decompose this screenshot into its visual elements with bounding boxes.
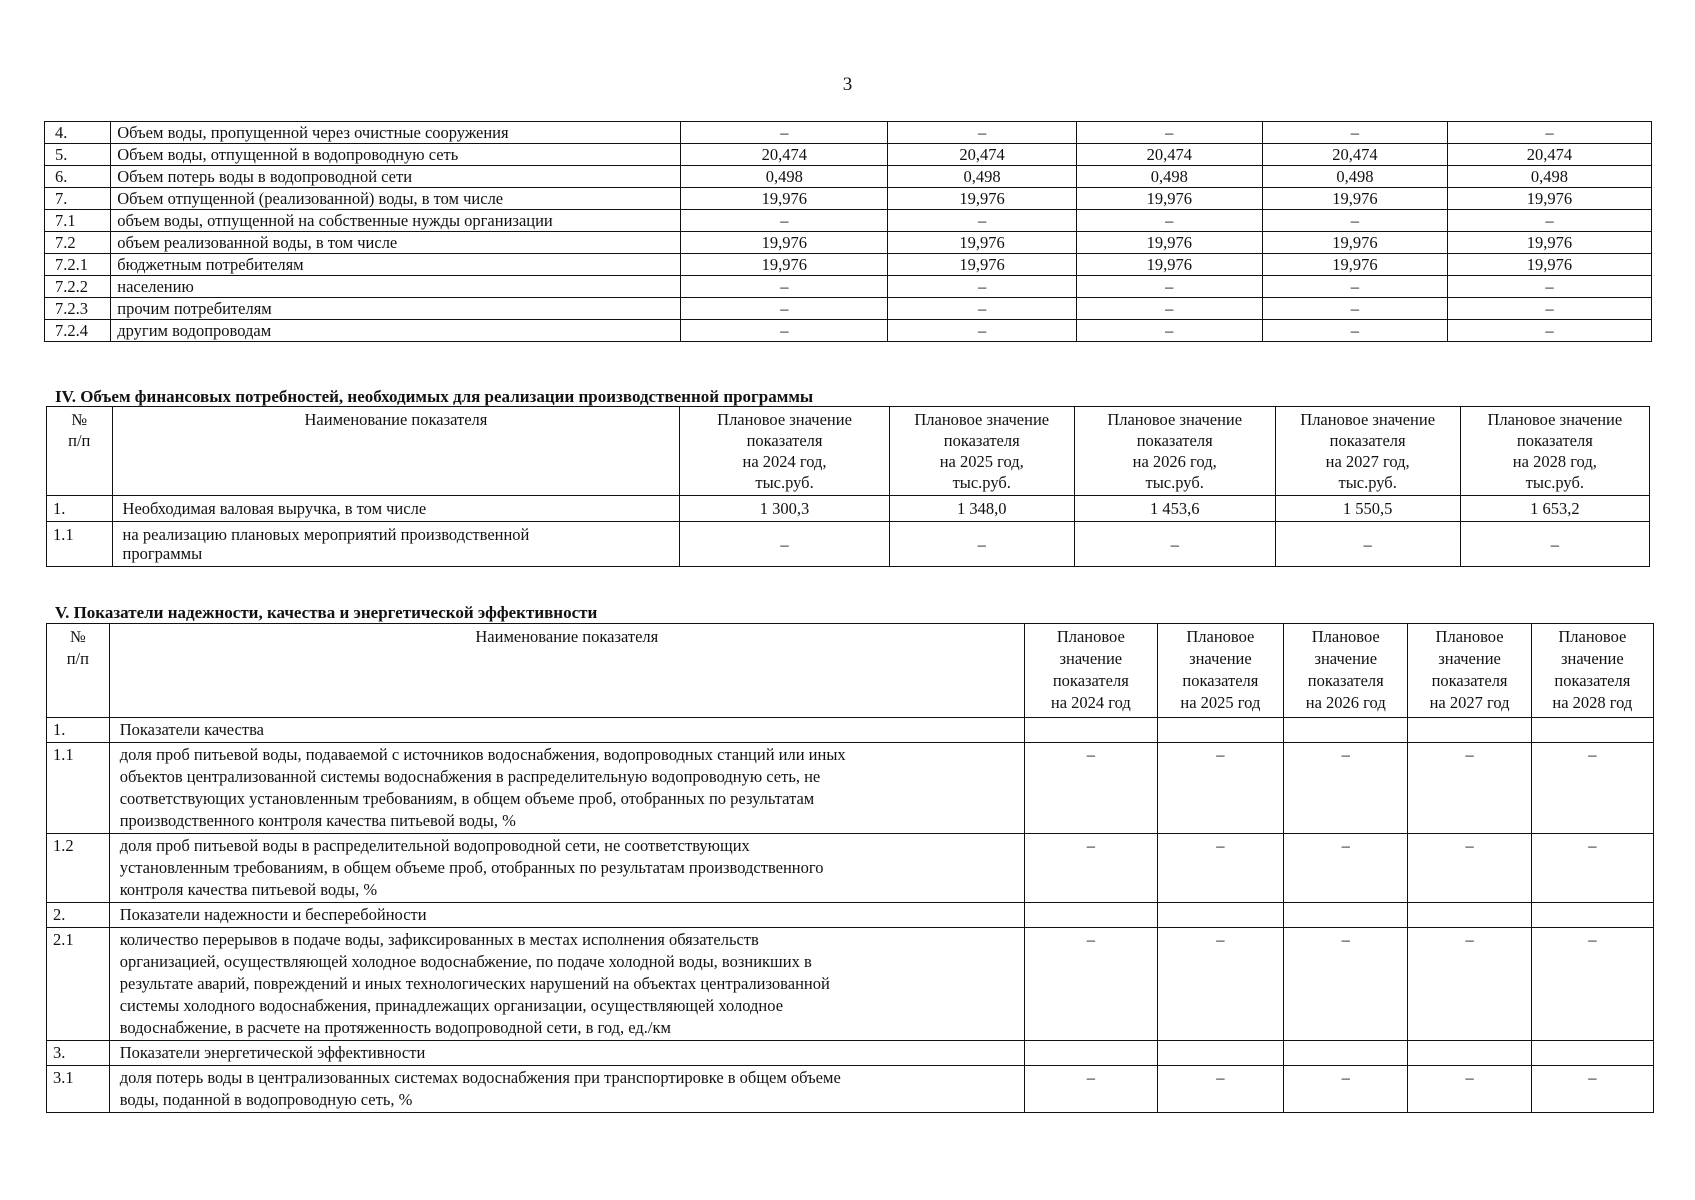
row-name: Объем потерь воды в водопроводной сети: [111, 166, 681, 188]
row-value: –: [1024, 1066, 1157, 1113]
row-name: [109, 1066, 1024, 1113]
row-value: –: [681, 320, 888, 342]
header-num: № п/п: [47, 624, 110, 718]
row-value: 0,498: [888, 166, 1076, 188]
header-name: Наименование показателя: [109, 624, 1024, 718]
row-value: [1284, 718, 1408, 743]
row-value: 19,976: [888, 254, 1076, 276]
row-value: –: [888, 122, 1076, 144]
row-name: [109, 743, 1024, 834]
reliability-indicators-table: [46, 623, 1654, 1113]
row-value: 20,474: [1262, 144, 1447, 166]
header-line: Плановое: [1056, 627, 1125, 646]
table-row: [45, 298, 1652, 320]
row-value: 19,976: [1262, 188, 1447, 210]
header-line: Плановое значение: [717, 410, 852, 429]
table-row: [45, 166, 1652, 188]
row-value: –: [1076, 210, 1262, 232]
row-value: –: [1275, 522, 1460, 567]
row-value: 19,976: [1262, 254, 1447, 276]
row-name-line: контроля качества питьевой воды, %: [119, 880, 378, 899]
table-row: [47, 522, 1650, 567]
row-value: 19,976: [1447, 232, 1651, 254]
table-row: [45, 276, 1652, 298]
row-name-line: объектов централизованной системы водоснабжения в распределительную водопроводную сеть, не: [119, 767, 821, 786]
row-number: 1.1: [47, 522, 113, 567]
row-value: –: [1447, 298, 1651, 320]
row-value: [1024, 718, 1157, 743]
page-number: 3: [842, 74, 853, 95]
row-value: [1157, 1041, 1283, 1066]
row-name-line: системы холодного водоснабжения, принадлежащих организации, осуществляющей холодное: [119, 996, 784, 1015]
row-value: [1531, 1041, 1653, 1066]
row-name: прочим потребителям: [111, 298, 681, 320]
row-value: 19,976: [1447, 254, 1651, 276]
water-volume-table: [44, 121, 1652, 342]
row-value: –: [1531, 834, 1653, 903]
row-name-line: на реализацию плановых мероприятий производственной: [122, 525, 530, 544]
row-value: –: [888, 298, 1076, 320]
row-value: [1024, 1041, 1157, 1066]
table-row: [45, 122, 1652, 144]
row-name: [112, 496, 680, 522]
row-name-line: организацией, осуществляющей холодное водоснабжение, по подаче холодной воды, возникших в: [119, 952, 812, 971]
row-name-line: Показатели надежности и бесперебойности: [119, 905, 427, 924]
row-name: [109, 903, 1024, 928]
financial-needs-table: [46, 406, 1650, 567]
row-number: 3.: [47, 1041, 110, 1066]
row-value: [1284, 1041, 1408, 1066]
row-value: [1531, 903, 1653, 928]
row-name-line: Показатели энергетической эффективности: [119, 1043, 426, 1062]
row-value: –: [1262, 210, 1447, 232]
header-line: показателя: [1516, 431, 1593, 450]
row-value: –: [1408, 1066, 1531, 1113]
table-row: [47, 718, 1654, 743]
row-value: –: [1447, 122, 1651, 144]
row-name-line: Необходимая валовая выручка, в том числе: [122, 499, 427, 518]
header-line: на 2027 год,: [1325, 452, 1410, 471]
row-name: Объем отпущенной (реализованной) воды, в том числе: [111, 188, 681, 210]
row-value: [1024, 903, 1157, 928]
row-name: Объем воды, отпущенной в водопроводную сеть: [111, 144, 681, 166]
row-name: другим водопроводам: [111, 320, 681, 342]
header-name: Наименование показателя: [112, 407, 680, 496]
row-value: –: [1531, 743, 1653, 834]
row-name-line: результате аварий, повреждений и иных технологических нарушений на объектах централизованной: [119, 974, 830, 993]
table-row: [47, 834, 1654, 903]
row-value: 19,976: [888, 188, 1076, 210]
row-value: –: [680, 522, 889, 567]
row-value: –: [888, 210, 1076, 232]
row-name-line: количество перерывов в подаче воды, зафиксированных в местах исполнения обязательств: [119, 930, 759, 949]
header-line: значение: [1189, 649, 1252, 668]
row-value: 19,976: [1076, 254, 1262, 276]
row-name: объем реализованной воды, в том числе: [111, 232, 681, 254]
row-value: 19,976: [1447, 188, 1651, 210]
row-value: 19,976: [888, 232, 1076, 254]
row-value: –: [1447, 210, 1651, 232]
header-line: Плановое значение: [1107, 410, 1243, 429]
row-value: –: [1284, 928, 1408, 1041]
table-row: [45, 144, 1652, 166]
row-value: –: [1024, 928, 1157, 1041]
row-name: [109, 718, 1024, 743]
row-value: –: [1076, 298, 1262, 320]
header-line: значение: [1314, 649, 1378, 668]
row-value: –: [1076, 276, 1262, 298]
row-value: 0,498: [1447, 166, 1651, 188]
row-value: –: [888, 320, 1076, 342]
row-name: объем воды, отпущенной на собственные нужды организации: [111, 210, 681, 232]
row-value: –: [681, 276, 888, 298]
table-row: [47, 743, 1654, 834]
row-name-line: воды, поданной в водопроводную сеть, %: [119, 1090, 413, 1109]
header-line: на 2026 год: [1305, 693, 1386, 712]
row-number: 7.1: [45, 210, 111, 232]
row-value: –: [681, 298, 888, 320]
row-number: 7.2: [45, 232, 111, 254]
row-value: [1408, 903, 1531, 928]
row-value: –: [1024, 743, 1157, 834]
header-line: на 2028 год,: [1512, 452, 1597, 471]
row-value: –: [1076, 320, 1262, 342]
row-value: –: [1157, 743, 1283, 834]
header-line: показателя: [943, 431, 1020, 450]
row-name: [112, 522, 680, 567]
header-line: тыс.руб.: [1338, 473, 1397, 492]
header-col-4: [1408, 624, 1531, 718]
header-col-2: [1157, 624, 1283, 718]
header-line: показателя: [1136, 431, 1213, 450]
row-number: 1.2: [47, 834, 110, 903]
table-row: [45, 232, 1652, 254]
header-col-5: [1460, 407, 1649, 496]
row-name: [109, 834, 1024, 903]
row-value: –: [1284, 1066, 1408, 1113]
row-value: –: [1284, 743, 1408, 834]
row-value: –: [1262, 276, 1447, 298]
row-value: –: [1157, 928, 1283, 1041]
row-value: 20,474: [1076, 144, 1262, 166]
row-value: –: [1262, 298, 1447, 320]
header-line: Плановое: [1558, 627, 1627, 646]
row-value: –: [888, 276, 1076, 298]
row-number: 6.: [45, 166, 111, 188]
header-line: тыс.руб.: [1145, 473, 1204, 492]
header-line: показателя: [1307, 671, 1384, 690]
row-value: 20,474: [1447, 144, 1651, 166]
header-line: показателя: [1182, 671, 1259, 690]
row-value: [1284, 903, 1408, 928]
row-name-line: доля проб питьевой воды в распределительной водопроводной сети, не соответствующих: [119, 836, 750, 855]
row-value: 0,498: [1262, 166, 1447, 188]
header-line: на 2026 год,: [1132, 452, 1217, 471]
header-line: Плановое значение: [914, 410, 1050, 429]
row-value: –: [1076, 122, 1262, 144]
header-line: тыс.руб.: [755, 473, 814, 492]
row-number: 4.: [45, 122, 111, 144]
table-row: [47, 496, 1650, 522]
row-name-line: программы: [122, 544, 203, 563]
row-value: –: [1157, 834, 1283, 903]
header-line: на 2024 год: [1050, 693, 1131, 712]
row-value: –: [1262, 320, 1447, 342]
row-value: 1 453,6: [1074, 496, 1275, 522]
row-value: –: [1408, 928, 1531, 1041]
row-number: 7.2.4: [45, 320, 111, 342]
row-number: 1.: [47, 496, 113, 522]
row-name-line: доля проб питьевой воды, подаваемой с источников водоснабжения, водопроводных станций или иных: [119, 745, 846, 764]
row-name: бюджетным потребителям: [111, 254, 681, 276]
row-number: 7.2.1: [45, 254, 111, 276]
row-value: 19,976: [1076, 188, 1262, 210]
row-value: [1157, 718, 1283, 743]
row-name: Объем воды, пропущенной через очистные сооружения: [111, 122, 681, 144]
row-number: 1.1: [47, 743, 110, 834]
header-line: Плановое: [1435, 627, 1504, 646]
header-col-1: [1024, 624, 1157, 718]
header-line: Плановое: [1311, 627, 1380, 646]
row-name-line: производственного контроля качества питьевой воды, %: [119, 811, 516, 830]
row-value: 19,976: [681, 188, 888, 210]
row-name: [109, 928, 1024, 1041]
row-value: 1 300,3: [680, 496, 889, 522]
row-name-line: водоснабжение, в расчете на протяженность водопроводной сети, в год, ед./км: [119, 1018, 671, 1037]
table-row: [45, 254, 1652, 276]
section-5-title: V. Показатели надежности, качества и энергетической эффективности: [55, 603, 598, 622]
row-name: населению: [111, 276, 681, 298]
row-number: 7.2.3: [45, 298, 111, 320]
row-number: 1.: [47, 718, 110, 743]
row-name-line: доля потерь воды в централизованных системах водоснабжения при транспортировке в общем объеме: [119, 1068, 841, 1087]
row-value: –: [1531, 928, 1653, 1041]
row-value: –: [681, 210, 888, 232]
table-row: [45, 188, 1652, 210]
header-line: показателя: [1329, 431, 1406, 450]
row-value: –: [1408, 743, 1531, 834]
row-number: 5.: [45, 144, 111, 166]
row-value: [1531, 718, 1653, 743]
row-value: –: [1460, 522, 1649, 567]
row-value: [1157, 903, 1283, 928]
header-col-1: [680, 407, 889, 496]
row-value: 19,976: [681, 254, 888, 276]
row-value: 0,498: [681, 166, 888, 188]
row-value: –: [1284, 834, 1408, 903]
section-4-title: IV. Объем финансовых потребностей, необходимых для реализации производственной программы: [55, 387, 814, 406]
row-value: –: [1408, 834, 1531, 903]
row-value: 1 348,0: [889, 496, 1074, 522]
row-number: 7.2.2: [45, 276, 111, 298]
header-line: значение: [1438, 649, 1501, 668]
table-row: [45, 210, 1652, 232]
table-row: [47, 903, 1654, 928]
table-row: [45, 320, 1652, 342]
header-line: на 2025 год: [1180, 693, 1261, 712]
header-line: Плановое значение: [1300, 410, 1436, 429]
row-value: 0,498: [1076, 166, 1262, 188]
row-value: –: [1262, 122, 1447, 144]
table-row: [47, 1041, 1654, 1066]
header-col-4: [1275, 407, 1460, 496]
row-value: 1 550,5: [1275, 496, 1460, 522]
row-value: –: [1157, 1066, 1283, 1113]
row-value: [1408, 718, 1531, 743]
row-value: 1 653,2: [1460, 496, 1649, 522]
row-value: 19,976: [681, 232, 888, 254]
table-row: [47, 928, 1654, 1041]
header-num: № п/п: [47, 407, 113, 496]
header-line: показателя: [1554, 671, 1631, 690]
row-value: –: [889, 522, 1074, 567]
row-name-line: соответствующих установленным требованиям, в общем объеме проб, отобранных по результатам: [119, 789, 815, 808]
table-row: [47, 1066, 1654, 1113]
row-name: [109, 1041, 1024, 1066]
row-number: 2.: [47, 903, 110, 928]
header-col-5: [1531, 624, 1653, 718]
header-col-3: [1074, 407, 1275, 496]
row-number: 7.: [45, 188, 111, 210]
header-line: на 2028 год: [1552, 693, 1633, 712]
header-line: показателя: [746, 431, 823, 450]
row-value: –: [1074, 522, 1275, 567]
row-value: 19,976: [1076, 232, 1262, 254]
row-value: 19,976: [1262, 232, 1447, 254]
row-value: –: [1531, 1066, 1653, 1113]
row-number: 2.1: [47, 928, 110, 1041]
row-value: 20,474: [681, 144, 888, 166]
row-value: 20,474: [888, 144, 1076, 166]
row-value: [1408, 1041, 1531, 1066]
header-line: на 2024 год,: [742, 452, 827, 471]
header-line: показателя: [1431, 671, 1508, 690]
row-number: 3.1: [47, 1066, 110, 1113]
header-line: значение: [1059, 649, 1123, 668]
row-value: –: [1024, 834, 1157, 903]
header-line: тыс.руб.: [1525, 473, 1584, 492]
header-line: Плановое: [1186, 627, 1255, 646]
row-value: –: [1447, 276, 1651, 298]
header-line: значение: [1561, 649, 1624, 668]
row-value: –: [681, 122, 888, 144]
header-line: на 2027 год: [1429, 693, 1510, 712]
header-line: Плановое значение: [1487, 410, 1623, 429]
row-name-line: Показатели качества: [119, 720, 264, 739]
row-name-line: установленным требованиям, в общем объеме проб, отобранных по результатам производственного: [119, 858, 824, 877]
header-line: показателя: [1052, 671, 1129, 690]
row-value: –: [1447, 320, 1651, 342]
header-col-3: [1284, 624, 1408, 718]
header-col-2: [889, 407, 1074, 496]
header-line: на 2025 год,: [939, 452, 1024, 471]
header-line: тыс.руб.: [952, 473, 1011, 492]
